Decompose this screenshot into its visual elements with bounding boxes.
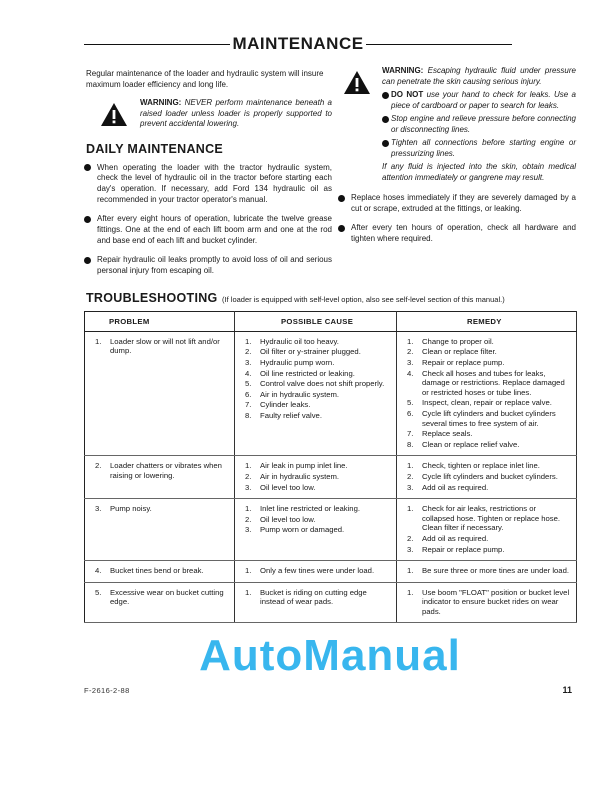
- table-row: [85, 331, 577, 456]
- troubleshooting-table: [84, 311, 577, 624]
- remedy-cell: [397, 499, 577, 561]
- remedy-text: Repair or replace pump.: [422, 358, 505, 368]
- cause-cell: [235, 582, 397, 623]
- remedy-cell: [397, 561, 577, 583]
- problem-number: 1.: [95, 336, 102, 346]
- cause-number: 1.: [245, 566, 252, 576]
- problem-text: Loader slow or will not lift and/or dump.: [110, 336, 220, 356]
- cause-text: Oil line restricted or leaking.: [260, 368, 355, 378]
- daily-bullet-text: After every ten hours of operation, check all hardware and tighten where required.: [351, 223, 576, 244]
- remedy-text: Check, tighten or replace inlet line.: [422, 461, 540, 471]
- cause-text: Air in hydraulic system.: [260, 471, 340, 481]
- remedy-text: Be sure three or more tines are under load.: [422, 566, 569, 576]
- problem-cell: [85, 456, 235, 499]
- right-column: [338, 66, 576, 286]
- warning-bullet-bold: DO NOT: [391, 90, 424, 99]
- problem-text: Loader chatters or vibrates when raising or lowering.: [110, 461, 222, 480]
- cause-text: Oil filter or y-strainer plugged.: [260, 347, 361, 357]
- cause-number: 5.: [245, 379, 252, 389]
- warning-text: perform maintenance beneath a raised loader unless loader is properly supported to prevent accidental lowering.: [140, 98, 332, 128]
- warning-note: If any fluid is injected into the skin, obtain medical attention immediately or gangrene may result.: [382, 162, 576, 182]
- table-row: [85, 456, 577, 499]
- remedy-number: 3.: [407, 358, 414, 368]
- daily-bullet: [84, 214, 332, 246]
- cause-number: 7.: [245, 400, 252, 410]
- remedy-text: Change to proper oil.: [422, 336, 494, 346]
- cause-text: Faulty relief valve.: [260, 410, 322, 420]
- remedy-cell: [397, 331, 577, 456]
- warning-triangle-icon: [344, 71, 370, 94]
- remedy-number: 2.: [407, 471, 414, 481]
- table-row: [85, 561, 577, 583]
- troubleshooting-subtitle: (If loader is equipped with self-level option, also see self-level section of this manual.): [222, 294, 505, 304]
- table-header-row: [85, 311, 577, 331]
- daily-bullet-text: Repair hydraulic oil leaks promptly to avoid loss of oil and serious personal injury from escaping oil.: [97, 255, 332, 276]
- cause-cell: [235, 331, 397, 456]
- cause-number: 3.: [245, 525, 252, 535]
- daily-bullet: [338, 223, 576, 244]
- problem-cell: [85, 561, 235, 583]
- warning-escaping-fluid: [382, 66, 576, 183]
- document-code: F-2616-2-88: [84, 686, 130, 696]
- bullet-icon: [84, 257, 91, 264]
- remedy-number: 5.: [407, 398, 414, 408]
- remedy-text: Check all hoses and tubes for leaks, damage or restrictions. Replace damaged or restricted hoses or tube lines.: [422, 368, 565, 397]
- warning-triangle-icon: [101, 103, 127, 126]
- cause-text: Hydraulic oil too heavy.: [260, 336, 339, 346]
- cause-number: 8.: [245, 410, 252, 420]
- cause-text: Cylinder leaks.: [260, 400, 311, 410]
- daily-bullet: [338, 193, 576, 214]
- daily-bullet-text: Replace hoses immediately if they are severely damaged by a cut or scrape, extruded at the fittings, or leaking.: [351, 193, 576, 213]
- bullet-icon: [382, 140, 389, 147]
- remedy-number: 8.: [407, 439, 414, 449]
- cause-cell: [235, 499, 397, 561]
- remedy-text: Cycle lift cylinders and bucket cylinders.: [422, 471, 558, 481]
- warning-bullet-text: Stop engine and relieve pressure before connecting or disconnecting lines.: [391, 114, 576, 134]
- cause-text: Air in hydraulic system.: [260, 389, 340, 399]
- remedy-text: Inspect, clean, repair or replace valve.: [422, 398, 552, 408]
- daily-bullet: [84, 163, 332, 206]
- warning-escaping-fluid-block: [338, 66, 576, 183]
- remedy-number: 6.: [407, 408, 414, 418]
- remedy-text: Repair or replace pump.: [422, 544, 505, 554]
- warning-bullet-text: use your hand to check for leaks. Use a piece of cardboard or paper to search for leaks.: [391, 90, 576, 110]
- cause-text: Bucket is riding on cutting edge instead of wear pads.: [260, 587, 367, 607]
- cause-number: 2.: [245, 514, 252, 524]
- cause-text: Oil level too low.: [260, 514, 316, 524]
- cause-cell: [235, 561, 397, 583]
- warning-never-raised-loader: [140, 98, 332, 130]
- header-rule-left: [84, 44, 230, 45]
- daily-bullet: [84, 255, 332, 276]
- warning-text: Escaping hydraulic fluid under pressure can penetrate the skin causing serious injury.: [382, 66, 576, 86]
- daily-bullet-text: After every eight hours of operation, lubricate the twelve grease fittings. One at the end of each lift boom arm and one at the rod and base end of each lift and bucket cylinder.: [97, 214, 332, 245]
- problem-cell: [85, 499, 235, 561]
- bullet-icon: [338, 225, 345, 232]
- cause-number: 3.: [245, 482, 252, 492]
- remedy-text: Check for air leaks, restrictions or collapsed hose. Tighten or replace hose. Clean filter if necessary.: [422, 504, 561, 533]
- problem-number: 3.: [95, 504, 102, 514]
- cause-text: Oil level too low.: [260, 482, 316, 492]
- bullet-icon: [338, 195, 345, 202]
- problem-number: 5.: [95, 587, 102, 597]
- remedy-number: 2.: [407, 533, 414, 543]
- cause-cell: [235, 456, 397, 499]
- remedy-text: Use boom "FLOAT" position or bucket level indicator to ensure bucket rides on wear pads.: [422, 587, 570, 616]
- remedy-number: 1.: [407, 461, 414, 471]
- problem-number: 4.: [95, 566, 102, 576]
- warning-bullet: [382, 90, 576, 111]
- intro-paragraph: Regular maintenance of the loader and hydraulic system will insure maximum loader efficiency and long life.: [86, 69, 324, 89]
- cause-number: 1.: [245, 504, 252, 514]
- cause-text: Only a few tines were under load.: [260, 566, 375, 576]
- header-rule-right: [366, 44, 512, 45]
- cause-number: 2.: [245, 347, 252, 357]
- warning-bullet: [382, 114, 576, 135]
- problem-number: 2.: [95, 461, 102, 471]
- remedy-number: 3.: [407, 482, 414, 492]
- column-header-problem: PROBLEM: [85, 311, 235, 331]
- page-number: 11: [562, 685, 572, 696]
- right-bullets: [338, 193, 576, 245]
- warning-never-raised-loader-block: [84, 98, 332, 130]
- remedy-text: Clean or replace relief valve.: [422, 439, 520, 449]
- remedy-number: 1.: [407, 336, 414, 346]
- page-header: [84, 34, 512, 54]
- left-column: [84, 66, 332, 286]
- remedy-number: 4.: [407, 368, 414, 378]
- column-header-cause: POSSIBLE CAUSE: [235, 311, 397, 331]
- remedy-text: Add oil as required.: [422, 533, 489, 543]
- warning-emphasis: NEVER: [184, 98, 213, 107]
- cause-text: Inlet line restricted or leaking.: [260, 504, 360, 514]
- table-row: [85, 582, 577, 623]
- daily-maintenance-heading: DAILY MAINTENANCE: [86, 141, 224, 156]
- problem-cell: [85, 331, 235, 456]
- warning-bullet: [382, 138, 576, 159]
- problem-cell: [85, 582, 235, 623]
- problem-text: Bucket tines bend or break.: [110, 566, 204, 576]
- bullet-icon: [382, 116, 389, 123]
- remedy-text: Clean or replace filter.: [422, 347, 497, 357]
- remedy-number: 2.: [407, 347, 414, 357]
- troubleshooting-title: TROUBLESHOOTING: [86, 290, 218, 305]
- remedy-text: Add oil as required.: [422, 482, 489, 492]
- problem-text: Excessive wear on bucket cutting edge.: [110, 587, 224, 607]
- remedy-number: 7.: [407, 429, 414, 439]
- problem-text: Pump noisy.: [110, 504, 152, 514]
- troubleshooting-heading: [86, 290, 576, 307]
- warning-bullet-text: Tighten all connections before starting engine or pressurizing lines.: [391, 138, 576, 158]
- remedy-cell: [397, 456, 577, 499]
- cause-number: 1.: [245, 461, 252, 471]
- watermark: AutoManual: [199, 631, 461, 681]
- cause-text: Hydraulic pump worn.: [260, 358, 335, 368]
- daily-bullet-text: When operating the loader with the tractor hydraulic system, check the level of hydraulic oil in the tractor before starting each day's operation. If necessary, add Ford 134 hydraulic oil as recommended in your tractor operator's manual.: [97, 162, 332, 204]
- cause-text: Control valve does not shift properly.: [260, 379, 385, 389]
- remedy-number: 1.: [407, 587, 414, 597]
- remedy-number: 3.: [407, 544, 414, 554]
- cause-number: 4.: [245, 368, 252, 378]
- remedy-text: Cycle lift cylinders and bucket cylinders several times to free system of air.: [422, 408, 556, 428]
- bullet-icon: [84, 164, 91, 171]
- remedy-cell: [397, 582, 577, 623]
- cause-number: 1.: [245, 336, 252, 346]
- bullet-icon: [84, 216, 91, 223]
- cause-text: Pump worn or damaged.: [260, 525, 345, 535]
- cause-number: 6.: [245, 389, 252, 399]
- cause-number: 1.: [245, 587, 252, 597]
- warning-label: WARNING:: [382, 66, 424, 75]
- cause-text: Air leak in pump inlet line.: [260, 461, 348, 471]
- remedy-text: Replace seals.: [422, 429, 473, 439]
- top-columns: [84, 66, 576, 286]
- cause-number: 2.: [245, 471, 252, 481]
- page-footer: [84, 685, 576, 695]
- bullet-icon: [382, 92, 389, 99]
- column-header-remedy: REMEDY: [397, 311, 577, 331]
- warning-label: WARNING:: [140, 98, 182, 107]
- page-title: MAINTENANCE: [232, 34, 364, 53]
- cause-number: 3.: [245, 358, 252, 368]
- remedy-number: 1.: [407, 504, 414, 514]
- table-row: [85, 499, 577, 561]
- remedy-number: 1.: [407, 566, 414, 576]
